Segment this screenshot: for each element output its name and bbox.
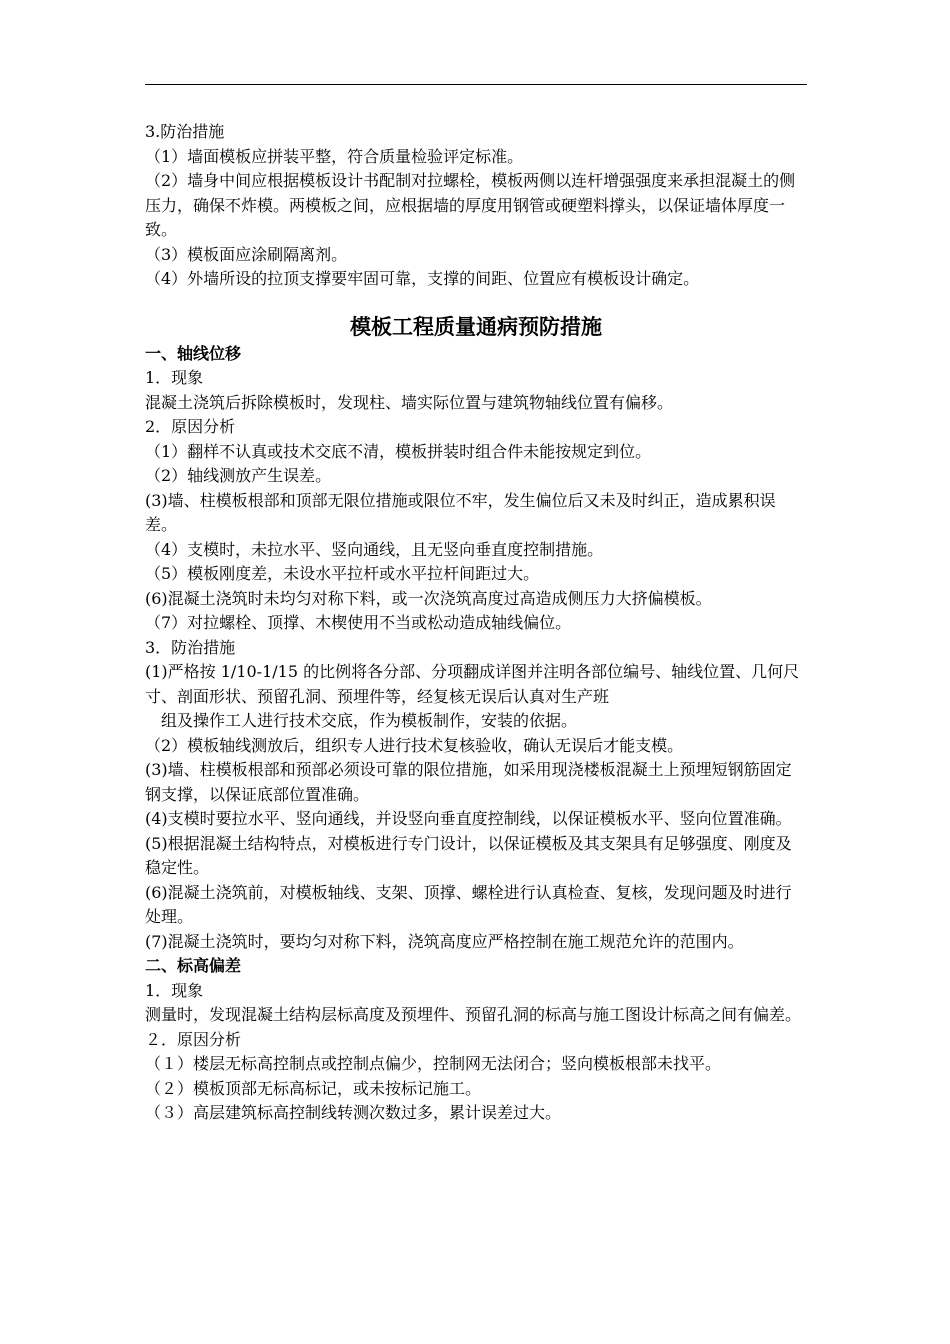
list-item: (3)墙、柱模板根部和顶部无限位措施或限位不牢，发生偏位后又未及时纠正，造成累积误差。: [145, 490, 776, 534]
part-heading: 一、轴线位移: [145, 343, 242, 363]
paragraph: （2）墙身中间应根据模板设计书配制对拉螺栓，模板两侧以连杆增强强度来承担混凝土的侧压力，确保不炸模。两模板之间，应根据墙的厚度用钢管或硬塑料撑头，以保证墙体厚度一致。: [145, 171, 796, 239]
list-item: （２）模板顶部无标高标记，或未按标记施工。: [145, 1078, 482, 1098]
list-item: （2）模板轴线测放后，组织专人进行技术复核验收，确认无误后才能支模。: [145, 735, 684, 755]
list-item: （３）高层建筑标高控制线转测次数过多，累计误差过大。: [145, 1103, 562, 1122]
paragraph: （4）外墙所设的拉顶支撑要牢固可靠，支撑的间距、位置应有模板设计确定。: [145, 269, 700, 288]
subheading: 2．原因分析: [145, 417, 236, 436]
list-item: (6)混凝土浇筑前，对模板轴线、支架、顶撑、螺栓进行认真检查、复核，发现问题及时进行处理。: [145, 882, 792, 926]
document-title: 模板工程质量通病预防措施: [350, 314, 602, 339]
subheading: 1．现象: [145, 980, 204, 1000]
paragraph: 混凝土浇筑后拆除模板时，发现柱、墙实际位置与建筑物轴线位置有偏移。: [145, 392, 674, 412]
list-item: (4)支模时要拉水平、竖向通线，并设竖向垂直度控制线，以保证模板水平、竖向位置准确。: [145, 809, 792, 828]
list-item: （5）模板刚度差，未设水平拉杆或水平拉杆间距过大。: [145, 564, 540, 583]
list-item: (3)墙、柱模板根部和预部必须设可靠的限位措施，如采用现浇楼板混凝土上预埋短钢筋固定钢支撑，以保证底部位置准确。: [145, 760, 792, 804]
subheading: ２．原因分析: [145, 1029, 242, 1049]
paragraph: （1）墙面模板应拼装平整，符合质量检验评定标准。: [145, 146, 524, 166]
list-item: (1)严格按 1/10-1/15 的比例将各分部、分项翻成详图并注明各部位编号、轴线位置、几何尺寸、剖面形状、预留孔洞、预埋件等，经复核无误后认真对生产班: [145, 662, 800, 706]
section-heading: 3.防治措施: [145, 122, 225, 141]
document-body: [145, 120, 807, 1126]
paragraph: 测量时，发现混凝土结构层标高度及预埋件、预留孔洞的标高与施工图设计标高之间有偏差。: [145, 1005, 802, 1024]
header-rule: [145, 84, 807, 85]
subheading: 1．现象: [145, 368, 204, 387]
list-item: （4）支模时，未拉水平、竖向通线，且无竖向垂直度控制措施。: [145, 539, 604, 559]
list-item-continuation: 组及操作工人进行技术交底，作为模板制作，安装的依据。: [161, 711, 578, 730]
list-item: （1）翻样不认真或技术交底不清，模板拼装时组合件未能按规定到位。: [145, 441, 652, 461]
list-item: (7)混凝土浇筑时，要均匀对称下料，浇筑高度应严格控制在施工规范允许的范围内。: [145, 931, 744, 951]
paragraph: （3）模板面应涂刷隔离剂。: [145, 244, 348, 264]
list-item: （7）对拉螺栓、顶撑、木楔使用不当或松动造成轴线偏位。: [145, 613, 572, 632]
list-item: (6)混凝土浇筑时未均匀对称下料，或一次浇筑高度过高造成侧压力大挤偏模板。: [145, 588, 712, 608]
list-item: （１）楼层无标高控制点或控制点偏少，控制网无法闭合；竖向模板根部未找平。: [145, 1054, 722, 1073]
list-item: （2）轴线测放产生误差。: [145, 466, 332, 485]
list-item: (5)根据混凝土结构特点，对模板进行专门设计，以保证模板及其支架具有足够强度、刚度及稳定性。: [145, 833, 792, 877]
part-heading: 二、标高偏差: [145, 956, 242, 975]
subheading: 3．防治措施: [145, 637, 236, 657]
